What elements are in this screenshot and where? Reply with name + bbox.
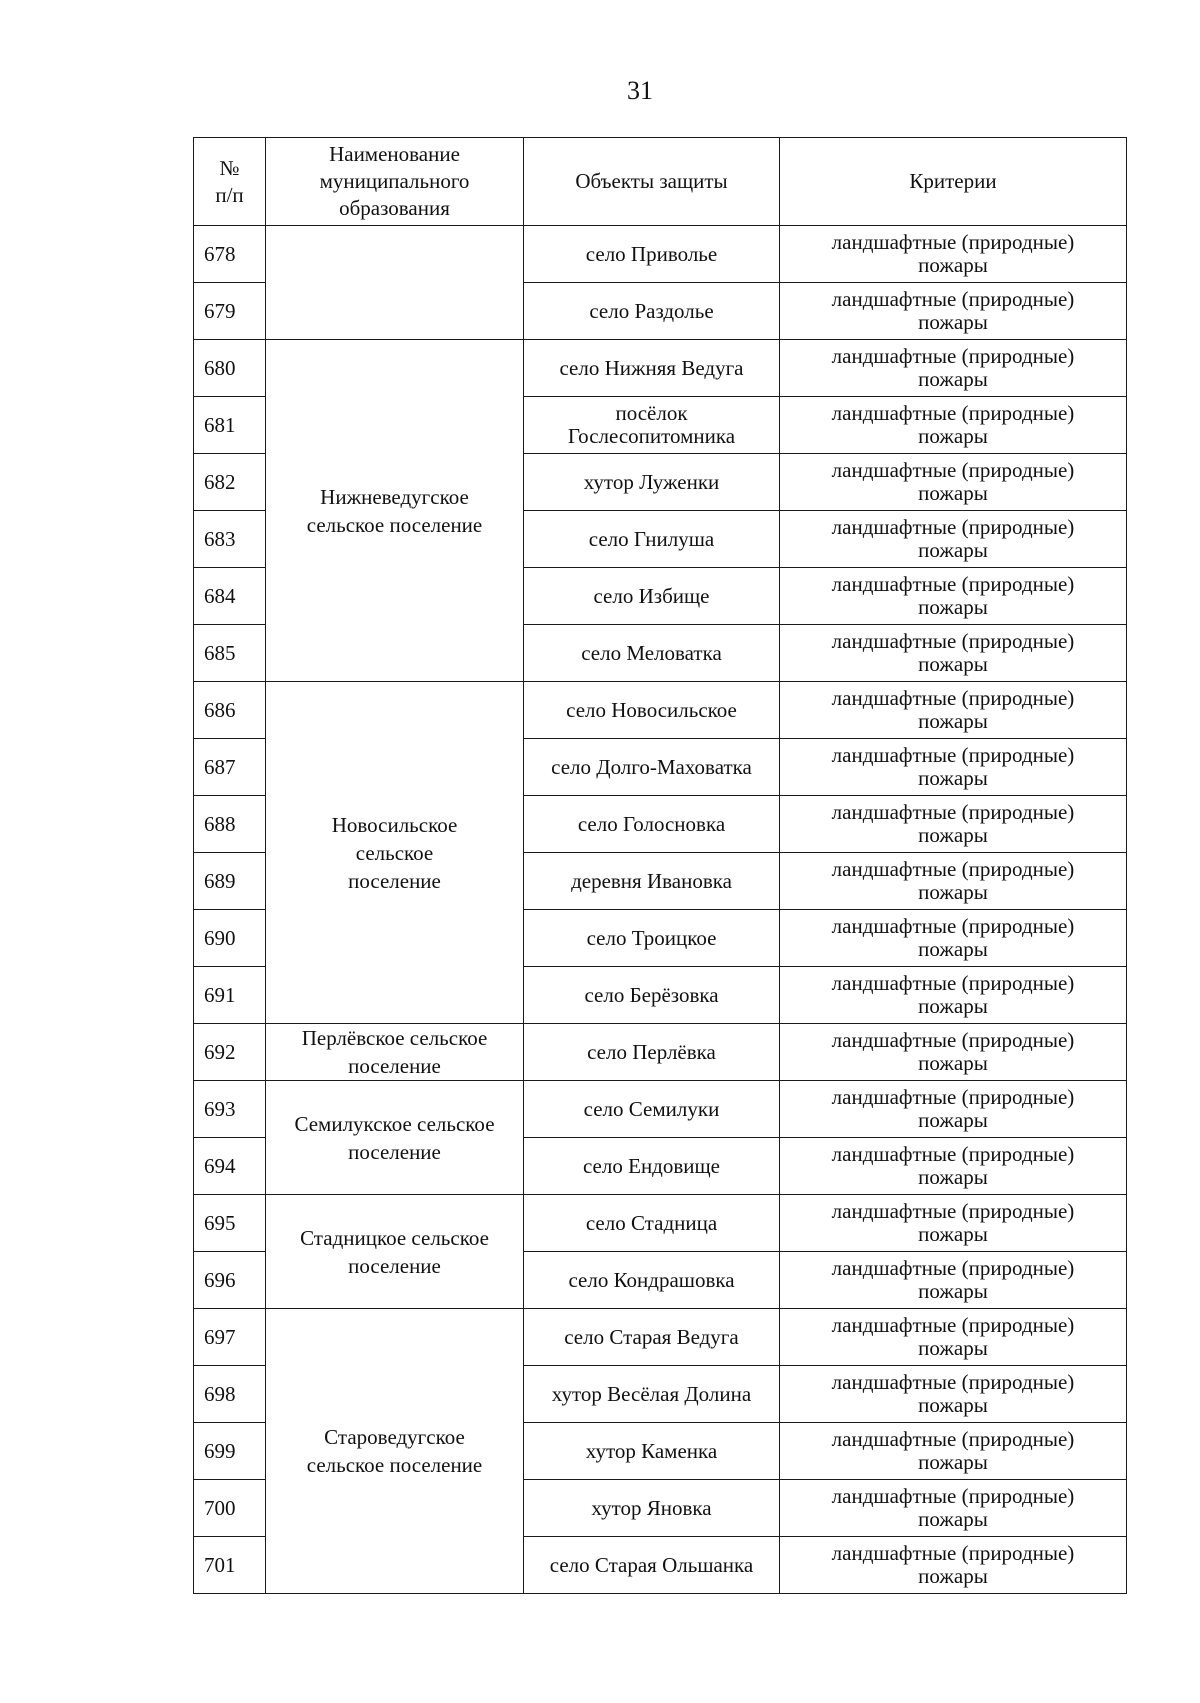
protection-object-name: село Меловатка bbox=[581, 640, 722, 665]
protection-object-name: село Троицкое bbox=[586, 925, 717, 950]
row-number: 684 bbox=[194, 568, 266, 625]
criteria-cell bbox=[780, 739, 1127, 796]
criteria-text: ландшафтные (природные) пожары bbox=[831, 458, 1075, 505]
protection-object-cell bbox=[524, 1366, 780, 1423]
criteria-text: ландшафтные (природные) пожары bbox=[831, 1199, 1075, 1246]
row-number: 693 bbox=[194, 1081, 266, 1138]
protection-object-cell bbox=[524, 853, 780, 910]
protection-object-name: хутор Луженки bbox=[583, 469, 720, 494]
criteria-cell bbox=[780, 625, 1127, 682]
row-number: 699 bbox=[194, 1423, 266, 1480]
protection-object-cell bbox=[524, 625, 780, 682]
table-row bbox=[194, 682, 1127, 739]
criteria-text: ландшафтные (природные) пожары bbox=[831, 344, 1075, 391]
protection-object-name: село Нижняя Ведуга bbox=[559, 355, 744, 380]
criteria-cell bbox=[780, 283, 1127, 340]
criteria-cell bbox=[780, 511, 1127, 568]
row-number: 688 bbox=[194, 796, 266, 853]
row-number: 700 bbox=[194, 1480, 266, 1537]
protection-object-cell bbox=[524, 910, 780, 967]
municipality-cell bbox=[266, 1081, 524, 1195]
page-number: 31 bbox=[627, 76, 653, 105]
protection-object-name: село Кондрашовка bbox=[568, 1267, 735, 1292]
criteria-cell bbox=[780, 568, 1127, 625]
table-row bbox=[194, 1024, 1127, 1081]
criteria-text: ландшафтные (природные) пожары bbox=[831, 1541, 1075, 1588]
row-number: 696 bbox=[194, 1252, 266, 1309]
municipality-cell bbox=[266, 226, 524, 340]
header-criteria-label: Критерии bbox=[909, 169, 997, 193]
row-number: 687 bbox=[194, 739, 266, 796]
criteria-text: ландшафтные (природные) пожары bbox=[831, 914, 1075, 961]
criteria-text: ландшафтные (природные) пожары bbox=[831, 1427, 1075, 1474]
municipality-cell bbox=[266, 682, 524, 1024]
protection-object-cell bbox=[524, 739, 780, 796]
protection-object-cell bbox=[524, 1537, 780, 1594]
criteria-cell bbox=[780, 910, 1127, 967]
protection-object-name: село Семилуки bbox=[583, 1096, 720, 1121]
row-number: 680 bbox=[194, 340, 266, 397]
criteria-text: ландшафтные (природные) пожары bbox=[831, 1085, 1075, 1132]
table-row bbox=[194, 1195, 1127, 1252]
header-criteria bbox=[780, 138, 1127, 226]
protection-object-cell bbox=[524, 511, 780, 568]
criteria-text: ландшафтные (природные) пожары bbox=[831, 1028, 1075, 1075]
criteria-text: ландшафтные (природные) пожары bbox=[831, 743, 1075, 790]
protection-object-name: посёлок Гослесопитомника bbox=[567, 401, 736, 448]
criteria-cell bbox=[780, 1081, 1127, 1138]
municipality-cell bbox=[266, 1309, 524, 1594]
protection-objects-table bbox=[193, 137, 1127, 1594]
protection-object-cell bbox=[524, 226, 780, 283]
criteria-cell bbox=[780, 1138, 1127, 1195]
table-body bbox=[194, 226, 1127, 1594]
criteria-text: ландшафтные (природные) пожары bbox=[831, 230, 1075, 277]
row-number: 692 bbox=[194, 1024, 266, 1081]
protection-object-cell bbox=[524, 796, 780, 853]
row-number: 689 bbox=[194, 853, 266, 910]
header-number bbox=[194, 138, 266, 226]
municipality-cell bbox=[266, 340, 524, 682]
criteria-text: ландшафтные (природные) пожары bbox=[831, 1142, 1075, 1189]
criteria-cell bbox=[780, 1024, 1127, 1081]
protection-object-cell bbox=[524, 454, 780, 511]
criteria-cell bbox=[780, 1366, 1127, 1423]
protection-object-name: село Ендовище bbox=[582, 1153, 721, 1178]
protection-object-cell bbox=[524, 1480, 780, 1537]
row-number: 695 bbox=[194, 1195, 266, 1252]
criteria-text: ландшафтные (природные) пожары bbox=[831, 1313, 1075, 1360]
criteria-cell bbox=[780, 397, 1127, 454]
criteria-cell bbox=[780, 454, 1127, 511]
protection-object-cell bbox=[524, 1138, 780, 1195]
criteria-text: ландшафтные (природные) пожары bbox=[831, 1256, 1075, 1303]
criteria-text: ландшафтные (природные) пожары bbox=[831, 800, 1075, 847]
protection-object-cell bbox=[524, 1081, 780, 1138]
municipality-name: Перлёвское сельское поселение bbox=[301, 1026, 488, 1078]
table-row bbox=[194, 340, 1127, 397]
criteria-text: ландшафтные (природные) пожары bbox=[831, 857, 1075, 904]
criteria-cell bbox=[780, 853, 1127, 910]
protection-object-cell bbox=[524, 397, 780, 454]
protection-object-name: село Гнилуша bbox=[588, 526, 715, 551]
header-municipality bbox=[266, 138, 524, 226]
protection-object-cell bbox=[524, 1423, 780, 1480]
table-row bbox=[194, 1309, 1127, 1366]
row-number: 698 bbox=[194, 1366, 266, 1423]
row-number: 697 bbox=[194, 1309, 266, 1366]
protection-object-cell bbox=[524, 340, 780, 397]
protection-object-name: село Голосновка bbox=[577, 811, 726, 836]
municipality-name: Новосильское сельское поселение bbox=[331, 812, 458, 893]
criteria-text: ландшафтные (природные) пожары bbox=[831, 1484, 1075, 1531]
protection-object-name: село Старая Ольшанка bbox=[549, 1552, 754, 1577]
criteria-text: ландшафтные (природные) пожары bbox=[831, 686, 1075, 733]
protection-object-name: село Берёзовка bbox=[584, 982, 719, 1007]
table-header-row bbox=[194, 138, 1127, 226]
protection-object-cell bbox=[524, 568, 780, 625]
row-number: 694 bbox=[194, 1138, 266, 1195]
municipality-cell bbox=[266, 1195, 524, 1309]
row-number: 690 bbox=[194, 910, 266, 967]
criteria-cell bbox=[780, 1423, 1127, 1480]
criteria-text: ландшафтные (природные) пожары bbox=[831, 1370, 1075, 1417]
protection-object-name: хутор Весёлая Долина bbox=[551, 1381, 752, 1406]
municipality-cell bbox=[266, 1024, 524, 1081]
row-number: 679 bbox=[194, 283, 266, 340]
protection-object-name: хутор Каменка bbox=[585, 1438, 718, 1463]
header-municipality-label: Наименование муниципального образования bbox=[319, 142, 470, 220]
row-number: 682 bbox=[194, 454, 266, 511]
protection-object-cell bbox=[524, 1024, 780, 1081]
criteria-cell bbox=[780, 1252, 1127, 1309]
row-number: 686 bbox=[194, 682, 266, 739]
row-number: 678 bbox=[194, 226, 266, 283]
row-number: 685 bbox=[194, 625, 266, 682]
criteria-cell bbox=[780, 340, 1127, 397]
protection-object-cell bbox=[524, 967, 780, 1024]
criteria-text: ландшафтные (природные) пожары bbox=[831, 515, 1075, 562]
header-objects bbox=[524, 138, 780, 226]
criteria-cell bbox=[780, 682, 1127, 739]
protection-object-name: село Избище bbox=[593, 583, 710, 608]
protection-object-cell bbox=[524, 1252, 780, 1309]
protection-object-cell bbox=[524, 682, 780, 739]
row-number: 691 bbox=[194, 967, 266, 1024]
criteria-cell bbox=[780, 796, 1127, 853]
criteria-text: ландшафтные (природные) пожары bbox=[831, 971, 1075, 1018]
protection-object-cell bbox=[524, 1195, 780, 1252]
protection-object-cell bbox=[524, 1309, 780, 1366]
municipality-name: Староведугское сельское поселение bbox=[306, 1425, 483, 1477]
criteria-text: ландшафтные (природные) пожары bbox=[831, 629, 1075, 676]
table-row bbox=[194, 1081, 1127, 1138]
row-number: 681 bbox=[194, 397, 266, 454]
municipality-name: Нижневедугское сельское поселение bbox=[306, 484, 483, 537]
municipality-name: Семилукское сельское поселение bbox=[294, 1111, 495, 1164]
protection-object-name: село Раздолье bbox=[589, 298, 714, 323]
protection-object-name: хутор Яновка bbox=[591, 1495, 712, 1520]
table-row bbox=[194, 226, 1127, 283]
protection-object-name: село Стадница bbox=[585, 1210, 718, 1235]
protection-object-name: село Новосильское bbox=[566, 697, 737, 722]
protection-object-name: село Перлёвка bbox=[587, 1039, 716, 1064]
row-number: 683 bbox=[194, 511, 266, 568]
criteria-cell bbox=[780, 226, 1127, 283]
criteria-text: ландшафтные (природные) пожары bbox=[831, 287, 1075, 334]
criteria-cell bbox=[780, 1537, 1127, 1594]
header-objects-label: Объекты защиты bbox=[575, 169, 728, 193]
protection-object-name: село Старая Ведуга bbox=[564, 1324, 739, 1349]
protection-object-cell bbox=[524, 283, 780, 340]
criteria-text: ландшафтные (природные) пожары bbox=[831, 572, 1075, 619]
criteria-cell bbox=[780, 1195, 1127, 1252]
protection-object-name: село Долго-Маховатка bbox=[551, 754, 752, 779]
municipality-name: Стадницкое сельское поселение bbox=[300, 1225, 489, 1278]
header-number-label: № п/п bbox=[215, 155, 244, 207]
row-number: 701 bbox=[194, 1537, 266, 1594]
protection-object-name: село Приволье bbox=[585, 241, 718, 266]
criteria-text: ландшафтные (природные) пожары bbox=[831, 401, 1075, 448]
criteria-cell bbox=[780, 1480, 1127, 1537]
protection-object-name: деревня Ивановка bbox=[571, 868, 732, 893]
criteria-cell bbox=[780, 967, 1127, 1024]
criteria-cell bbox=[780, 1309, 1127, 1366]
